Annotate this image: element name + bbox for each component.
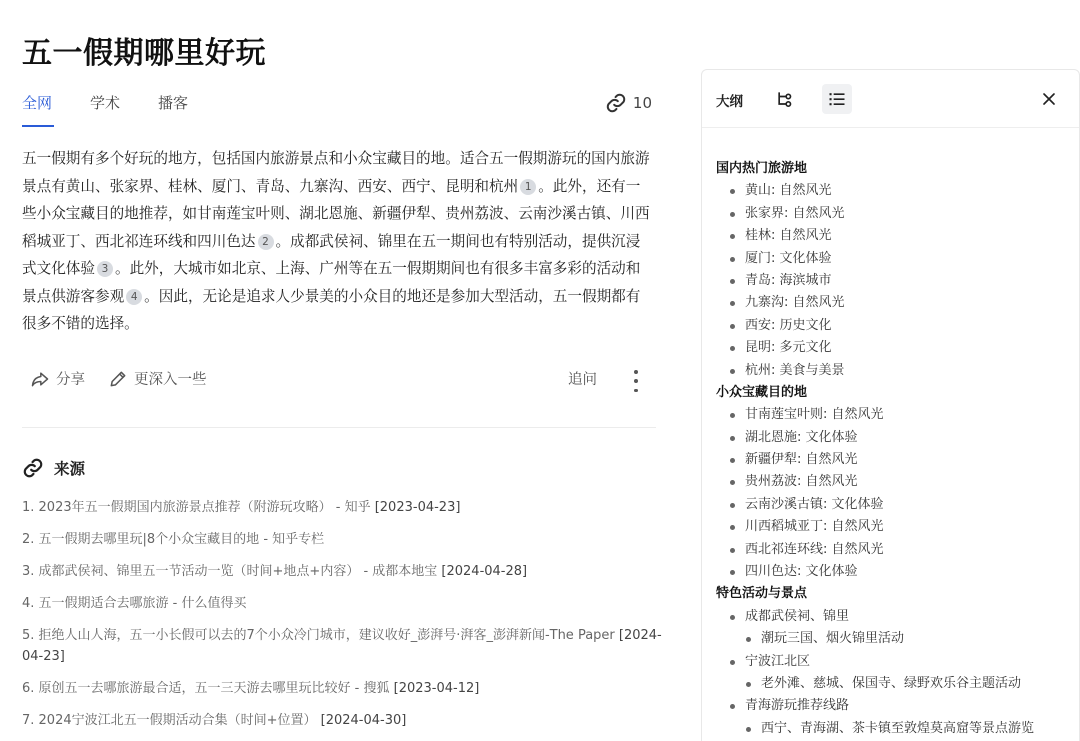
outline-item[interactable]: 四川色达: 文化体验 (716, 561, 1066, 583)
outline-sub-item[interactable]: 西宁、青海湖、茶卡镇至敦煌莫高窟等景点游览 (716, 718, 1066, 740)
outline-item[interactable]: 桂林: 自然风光 (716, 225, 1066, 247)
more-options-button[interactable] (628, 370, 644, 392)
outline-tab-label[interactable]: 大纲 (716, 94, 743, 110)
source-item[interactable] (22, 678, 662, 699)
more-dot-icon (634, 389, 638, 393)
source-title: 7. 2024宁波江北五一假期活动合集（时间+位置） (22, 713, 317, 728)
more-dot-icon (634, 379, 638, 383)
source-date: [2024-04-30] (320, 713, 407, 728)
tab-web[interactable]: 全网 (22, 94, 53, 112)
outline-panel (701, 69, 1080, 741)
citation-badge[interactable]: 4 (126, 289, 142, 305)
pencil-icon (108, 369, 128, 389)
link-icon (22, 457, 44, 479)
outline-item[interactable]: 青海游玩推荐线路 (716, 695, 1066, 717)
outline-item[interactable]: 湖北恩施: 文化体验 (716, 427, 1066, 449)
page-title: 五一假期哪里好玩 (22, 36, 266, 71)
answer-text (22, 145, 652, 338)
share-button[interactable] (30, 368, 85, 389)
follow-up-button[interactable]: 追问 (568, 372, 597, 388)
outline-item[interactable]: 川西稻城亚丁: 自然风光 (716, 516, 1066, 538)
outline-list (716, 158, 1066, 740)
active-tab-indicator (22, 125, 54, 127)
close-panel-button[interactable] (1034, 84, 1064, 114)
outline-item[interactable]: 厦门: 文化体验 (716, 248, 1066, 270)
answer-segment: 。此外，还有一些小众宝藏目的地推荐，如甘南莲宝叶则、湖北恩施、新疆伊犁、贵州荔波、云南沙溪古镇、川西稻城亚丁、西北祁连环线和四川色达 (22, 177, 650, 250)
tab-podcast[interactable]: 播客 (158, 94, 189, 112)
close-icon (1039, 89, 1059, 109)
citation-badge[interactable]: 2 (258, 234, 274, 250)
outline-item[interactable]: 昆明: 多元文化 (716, 337, 1066, 359)
answer-actions (30, 368, 650, 394)
outline-sub-item[interactable]: 潮玩三国、烟火锦里活动 (716, 628, 1066, 650)
answer-segment: 。因此，无论是追求人少景美的小众目的地还是参加大型活动，五一假期都有很多不错的选择。 (22, 287, 641, 332)
share-label: 分享 (56, 372, 85, 388)
source-title: 2. 五一假期去哪里玩|8个小众宝藏目的地 - 知乎专栏 (22, 532, 325, 547)
outline-item[interactable]: 甘南莲宝叶则: 自然风光 (716, 404, 1066, 426)
answer-segment: 。此外，大城市如北京、上海、广州等在五一假期期间也有很多丰富多彩的活动和景点供游客参观 (22, 260, 641, 305)
more-dot-icon (634, 370, 638, 374)
outline-item[interactable]: 新疆伊犁: 自然风光 (716, 449, 1066, 471)
outline-item[interactable]: 杭州: 美食与美景 (716, 360, 1066, 382)
source-date: [2023-04-23] (374, 500, 461, 515)
go-deeper-button[interactable] (108, 368, 207, 389)
source-item[interactable] (22, 561, 662, 582)
outline-sub-item[interactable]: 老外滩、慈城、保国寺、绿野欢乐谷主题活动 (716, 673, 1066, 695)
outline-panel-header (702, 70, 1079, 128)
source-item[interactable] (22, 529, 662, 550)
sources-title: 来源 (54, 460, 86, 478)
outline-item[interactable]: 贵州荔波: 自然风光 (716, 471, 1066, 493)
source-title: 3. 成都武侯祠、锦里五一节活动一览（时间+地点+内容） - 成都本地宝 (22, 564, 438, 579)
source-tabs (22, 92, 652, 128)
share-icon (30, 369, 50, 389)
citation-badge[interactable]: 3 (97, 261, 113, 277)
link-count-button[interactable] (605, 92, 652, 114)
outline-item[interactable]: 云南沙溪古镇: 文化体验 (716, 494, 1066, 516)
source-title: 1. 2023年五一假期国内旅游景点推荐（附游玩攻略） - 知乎 (22, 500, 371, 515)
divider (22, 427, 656, 428)
source-list (22, 497, 662, 741)
source-title: 4. 五一假期适合去哪旅游 - 什么值得买 (22, 596, 247, 611)
list-icon (827, 89, 847, 109)
outline-item[interactable]: 九寨沟: 自然风光 (716, 292, 1066, 314)
source-item[interactable] (22, 497, 662, 518)
outline-section-heading[interactable]: 特色活动与景点 (716, 586, 808, 602)
tab-academic[interactable]: 学术 (90, 94, 121, 112)
outline-item[interactable]: 西北祁连环线: 自然风光 (716, 539, 1066, 561)
citation-badge[interactable]: 1 (520, 179, 536, 195)
outline-section-heading[interactable]: 国内热门旅游地 (716, 161, 808, 176)
source-date: [2023-04-12] (393, 681, 480, 696)
source-title: 6. 原创五一去哪旅游最合适，五一三天游去哪里玩比较好 - 搜狐 (22, 681, 390, 696)
mindmap-view-button[interactable] (770, 84, 800, 114)
outline-item[interactable]: 黄山: 自然风光 (716, 180, 1066, 202)
link-count: 10 (632, 94, 652, 112)
outline-item[interactable]: 青岛: 海滨城市 (716, 270, 1066, 292)
source-date: [2024-04-28] (441, 564, 528, 579)
mindmap-icon (775, 89, 795, 109)
go-deeper-label: 更深入一些 (134, 372, 207, 388)
source-item[interactable] (22, 625, 662, 667)
outline-item[interactable]: 宁波江北区 (716, 651, 1066, 673)
link-icon (605, 92, 627, 114)
source-item[interactable] (22, 710, 662, 731)
outline-item[interactable]: 张家界: 自然风光 (716, 203, 1066, 225)
outline-item[interactable]: 成都武侯祠、锦里 (716, 606, 1066, 628)
answer-segment: 。成都武侯祠、锦里在五一期间也有特别活动，提供沉浸式文化体验 (22, 232, 641, 277)
list-view-button[interactable] (822, 84, 852, 114)
source-date: [2024-04-23] (22, 628, 662, 664)
answer-segment: 五一假期有多个好玩的地方，包括国内旅游景点和小众宝藏目的地。适合五一假期游玩的国内旅游景点有黄山、张家界、桂林、厦门、青岛、九寨沟、西安、西宁、昆明和杭州 (22, 150, 650, 195)
outline-section-heading[interactable]: 小众宝藏目的地 (716, 384, 808, 400)
source-item[interactable] (22, 593, 662, 614)
outline-item[interactable]: 西安: 历史文化 (716, 315, 1066, 337)
sources-header (22, 457, 85, 479)
source-title: 5. 拒绝人山人海，五一小长假可以去的7个小众冷门城市，建议收好_澎湃号·湃客_澎湃新闻-The Paper (22, 628, 615, 643)
